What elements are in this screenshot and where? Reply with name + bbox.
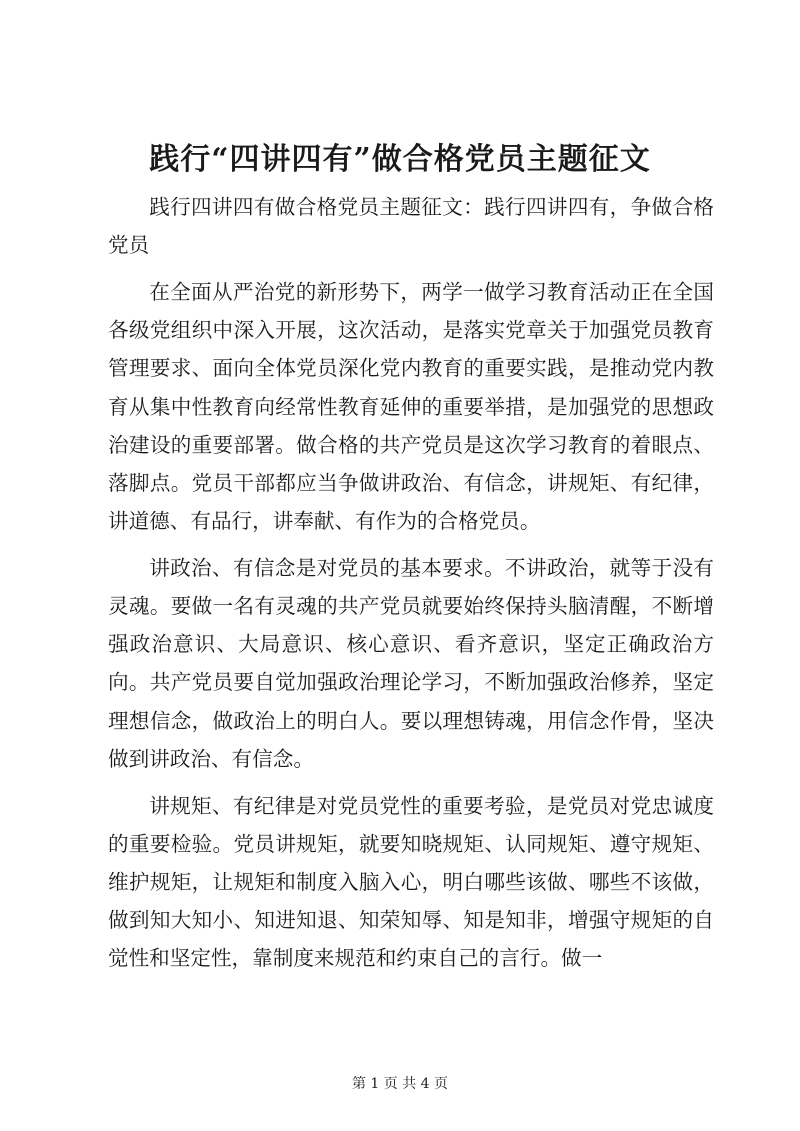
paragraph-discipline: 讲规矩、有纪律是对党员党性的重要考验，是党员对党忠诚度的重要检验。党员讲规矩，就要知晓规矩、认同规矩、遵守规矩、维护规矩，让规矩和制度入脑入心，明白哪些该做、哪些不该做，做到知大知小、知进知退、知荣知辱、知是知非，增强守规矩的自觉性和坚定性，靠制度来规范和约束自己的言行。做一 [108,793,714,971]
document-title: 践行“四讲四有”做合格党员主题征文 [149,142,651,177]
paragraph-politics: 讲政治、有信念是对党员的基本要求。不讲政治，就等于没有灵魂。要做一名有灵魂的共产党员就要始终保持头脑清醒，不断增强政治意识、大局意识、核心意识、看齐意识，坚定正确政治方向。共产党员要自觉加强政治理论学习，不断加强政治修养，坚定理想信念，做政治上的明白人。要以理想铸魂，用信念作骨，坚决做到讲政治、有信念。 [108,555,714,771]
document-body [108,188,714,986]
paragraph-intro: 在全面从严治党的新形势下，两学一做学习教育活动正在全国各级党组织中深入开展，这次活动，是落实党章关于加强党员教育管理要求、面向全体党员深化党内教育的重要实践，是推动党内教育从集中性教育向经常性教育延伸的重要举措，是加强党的思想政治建设的重要部署。做合格的共产党员是这次学习教育的着眼点、落脚点。党员干部都应当争做讲政治、有信念，讲规矩、有纪律，讲道德、有品行，讲奉献、有作为的合格党员。 [108,279,714,534]
paragraph-subtitle: 践行四讲四有做合格党员主题征文：践行四讲四有，争做合格党员 [108,195,714,258]
page-footer: 第 1 页 共 4 页 [351,1076,449,1092]
